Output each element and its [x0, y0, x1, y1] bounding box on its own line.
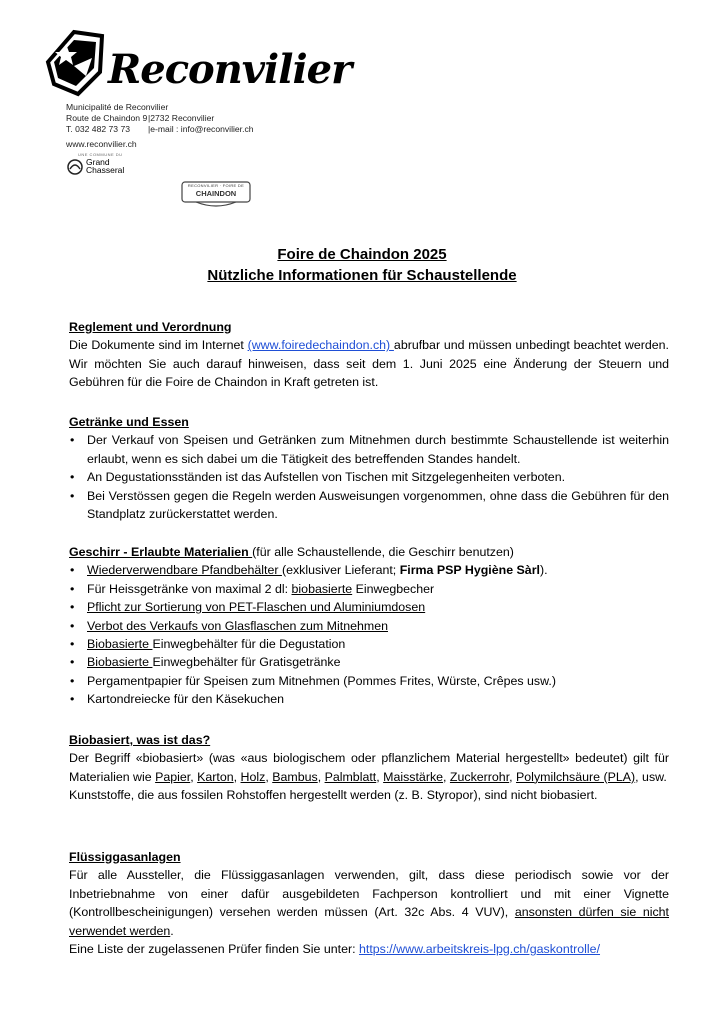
- section-heading: Flüssiggasanlagen: [69, 850, 181, 864]
- address: Route de Chaindon 9: [66, 113, 148, 123]
- list-item: • Biobasierte Einwegbehälter für Gratisgetränke: [69, 653, 669, 671]
- section-getraenke: [69, 413, 669, 523]
- section-geschirr: [69, 543, 669, 709]
- email: |e-mail : info@reconvilier.ch: [148, 124, 254, 134]
- commune-of: UNE COMMUNE DU: [78, 152, 123, 157]
- list-item: • Pflicht zur Sortierung von PET-Flaschen und Aluminiumdosen: [69, 598, 669, 616]
- section-biobasiert: [69, 731, 669, 805]
- paragraph: Eine Liste der zugelassenen Prüfer finden Sie unter: https://www.arbeitskreis-lpg.ch/gaskontrolle/: [69, 942, 601, 957]
- section-reglement: [69, 318, 669, 392]
- list-item: • Bei Verstössen gegen die Regeln werden Ausweisungen vorgenommen, ohne dass die Gebühren für den Standplatz zurückerstattet werden.: [69, 487, 669, 524]
- arbeitskreis-lpg-link[interactable]: https://www.arbeitskreis-lpg.ch/gaskontrolle/: [358, 942, 601, 957]
- parc-logo: Grand Chasseral: [66, 158, 146, 178]
- logo-wordmark: Reconvilier: [108, 46, 352, 93]
- section-heading: Reglement und Verordnung: [69, 320, 232, 334]
- list-item: • An Degustationsständen ist das Aufstellen von Tischen mit Sitzgelegenheiten verboten.: [69, 468, 669, 486]
- website: www.reconvilier.ch: [66, 139, 137, 149]
- phone: T. 032 482 73 73: [66, 124, 131, 134]
- paragraph: Kunststoffe, die aus fossilen Rohstoffen hergestellt werden (z. B. Styropor), sind nicht biobasiert.: [69, 788, 598, 803]
- list-item: • Verbot des Verkaufs von Glasflaschen zum Mitnehmen: [69, 617, 669, 635]
- list-item: • Für Heissgetränke von maximal 2 dl: biobasierte Einwegbecher: [69, 580, 669, 598]
- chaindon-stamp: RECONVILIER · FOIRE DE CHAINDON: [180, 180, 252, 210]
- letterhead: [44, 22, 352, 222]
- parc-icon: [66, 158, 84, 176]
- list-item: • Pergamentpapier für Speisen zum Mitnehmen (Pommes Frites, Würste, Crêpes usw.): [69, 672, 669, 690]
- list-item: • Kartondreiecke für den Käsekuchen: [69, 690, 669, 708]
- zip-city: |2732 Reconvilier: [148, 113, 215, 123]
- paragraph: Der Begriff «biobasiert» (was «aus biologischem oder pflanzlichem Material hergestellt» bedeutet) gilt für Materialien wie Papier, Karton, Holz, Bambus, Palmblatt, Maisstärke, Zuckerrohr, Polymilchsäure (PLA), usw.: [69, 751, 669, 784]
- section-heading-line: Geschirr - Erlaubte Materialien (für alle Schaustellende, die Geschirr benutzen): [69, 545, 514, 559]
- paragraph: Für alle Aussteller, die Flüssiggasanlagen verwenden, gilt, dass diese periodisch sowie vor der Inbetriebnahme von einer dafür ausgebildeten Fachperson kontrolliert und mit einer Vignette (Kontrollbescheinigungen) versehen werden müssen (Art. 32c Abs. 4 VUV), ansonsten dürfen sie nicht verwendet werden.: [69, 868, 669, 938]
- doc-subtitle: Nützliche Informationen für Schaustellende: [207, 267, 517, 284]
- section-heading: Biobasiert, was ist das?: [69, 733, 211, 747]
- paragraph: Die Dokumente sind im Internet (www.foiredechaindon.ch) abrufbar und müssen unbedingt beachtet werden. Wir möchten Sie auch darauf hinweisen, dass seit dem 1. Juni 2025 eine Änderung der Steuern und Gebühren für die Foire de Chaindon in Kraft getreten ist.: [69, 338, 669, 390]
- section-heading: Getränke und Essen: [69, 415, 189, 429]
- list-item: • Der Verkauf von Speisen und Getränken zum Mitnehmen durch bestimmte Schaustellende ist weiterhin erlaubt, wenn es sich dabei um die Tätigkeit des betreffenden Standes handelt.: [69, 431, 669, 468]
- section-fluessiggas: [69, 848, 669, 958]
- org-name: Municipalité de Reconvilier: [66, 102, 169, 112]
- bullet-list: [69, 561, 669, 708]
- doc-title: Foire de Chaindon 2025: [277, 246, 447, 263]
- list-item: • Biobasierte Einwegbehälter für die Degustation: [69, 635, 669, 653]
- list-item: • Wiederverwendbare Pfandbehälter (exklusiver Lieferant; Firma PSP Hygiène Sàrl).: [69, 561, 669, 579]
- bullet-list: [69, 431, 669, 523]
- foiredechaindon-link[interactable]: (www.foiredechaindon.ch): [247, 338, 394, 353]
